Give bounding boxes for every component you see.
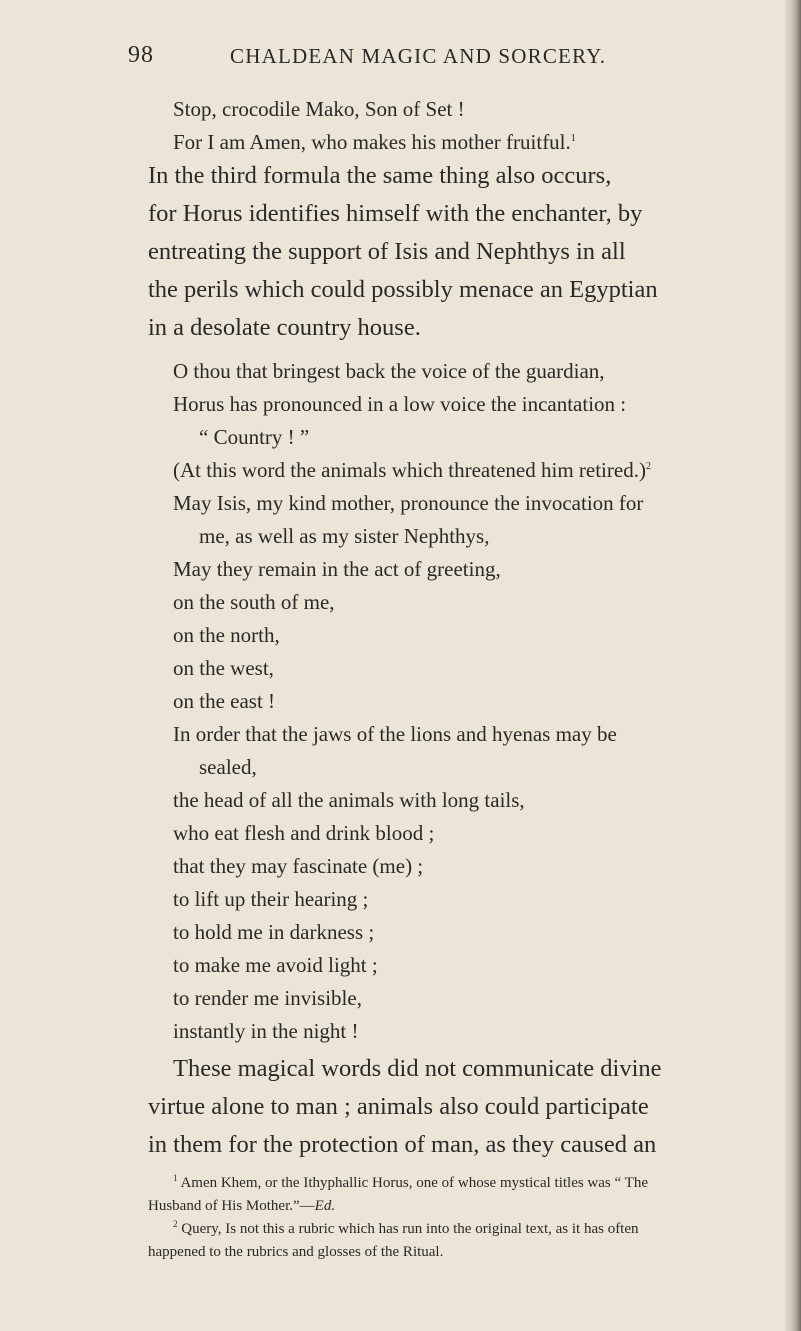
verse-line: on the south of me,: [173, 590, 335, 614]
footnote-marker: 1: [570, 133, 576, 144]
page-header: [128, 42, 700, 72]
paragraph-line: in them for the protection of man, as they caused an: [148, 1131, 657, 1158]
verse-line: “ Country ! ”: [199, 425, 310, 449]
footnote: Husband of His Mother.”—Ed.: [148, 1198, 336, 1214]
running-title: CHALDEAN MAGIC AND SORCERY.: [230, 44, 607, 68]
footnote-marker: 2: [645, 461, 651, 472]
verse-line: Horus has pronounced in a low voice the incantation :: [173, 392, 627, 416]
verse-line: O thou that bringest back the voice of the guardian,: [173, 359, 605, 383]
verse-line: to lift up their hearing ;: [173, 887, 369, 911]
verse-line: instantly in the night !: [173, 1019, 359, 1043]
footnote: $^1$ Amen Khem, or the Ithyphallic Horus, one of whose mystical titles was “ The: [173, 1173, 648, 1191]
verse-line: the head of all the animals with long tails,: [173, 788, 525, 812]
verse-line: me, as well as my sister Nephthys,: [199, 524, 490, 548]
verse-line: to render me invisible,: [173, 986, 362, 1010]
paragraph-line: virtue alone to man ; animals also could participate: [148, 1093, 649, 1120]
page-spine-shadow: [785, 0, 801, 1331]
paragraph-line: entreating the support of Isis and Nephthys in all: [148, 238, 626, 265]
verse-line: sealed,: [199, 755, 257, 779]
verse-line: who eat flesh and drink blood ;: [173, 821, 435, 845]
verse-line: May Isis, my kind mother, pronounce the invocation for: [173, 491, 644, 515]
footnote: happened to the rubrics and glosses of the Ritual.: [148, 1244, 444, 1260]
verse-line: on the north,: [173, 623, 280, 647]
paragraph-line: for Horus identifies himself with the enchanter, by: [148, 200, 643, 227]
paragraph-line: in a desolate country house.: [148, 314, 421, 341]
editor-mark: Ed.: [314, 1198, 336, 1214]
verse-line: on the east !: [173, 689, 276, 713]
verse-line: In order that the jaws of the lions and hyenas may be: [173, 722, 617, 746]
verse-line: to hold me in darkness ;: [173, 920, 375, 944]
verse-line: For I am Amen, who makes his mother fruitful.$^1$: [173, 130, 576, 154]
verse-line: (At this word the animals which threatened him retired.)$^2$: [173, 458, 651, 482]
verse-line: that they may fascinate (me) ;: [173, 854, 424, 878]
verse-line: to make me avoid light ;: [173, 953, 378, 977]
footnote: $^2$ Query, Is not this a rubric which has run into the original text, as it has often: [173, 1219, 639, 1237]
paragraph-line: the perils which could possibly menace an Egyptian: [148, 276, 658, 303]
verse-line: Stop, crocodile Mako, Son of Set !: [173, 97, 465, 121]
verse-line: May they remain in the act of greeting,: [173, 557, 501, 581]
verse-line: on the west,: [173, 656, 274, 680]
page-number: 98: [128, 42, 154, 68]
paragraph-line: In the third formula the same thing also occurs,: [148, 162, 612, 189]
paragraph-line: These magical words did not communicate divine: [173, 1055, 662, 1082]
footnote-marker: 2: [173, 1219, 178, 1229]
footnote-marker: 1: [173, 1173, 178, 1183]
